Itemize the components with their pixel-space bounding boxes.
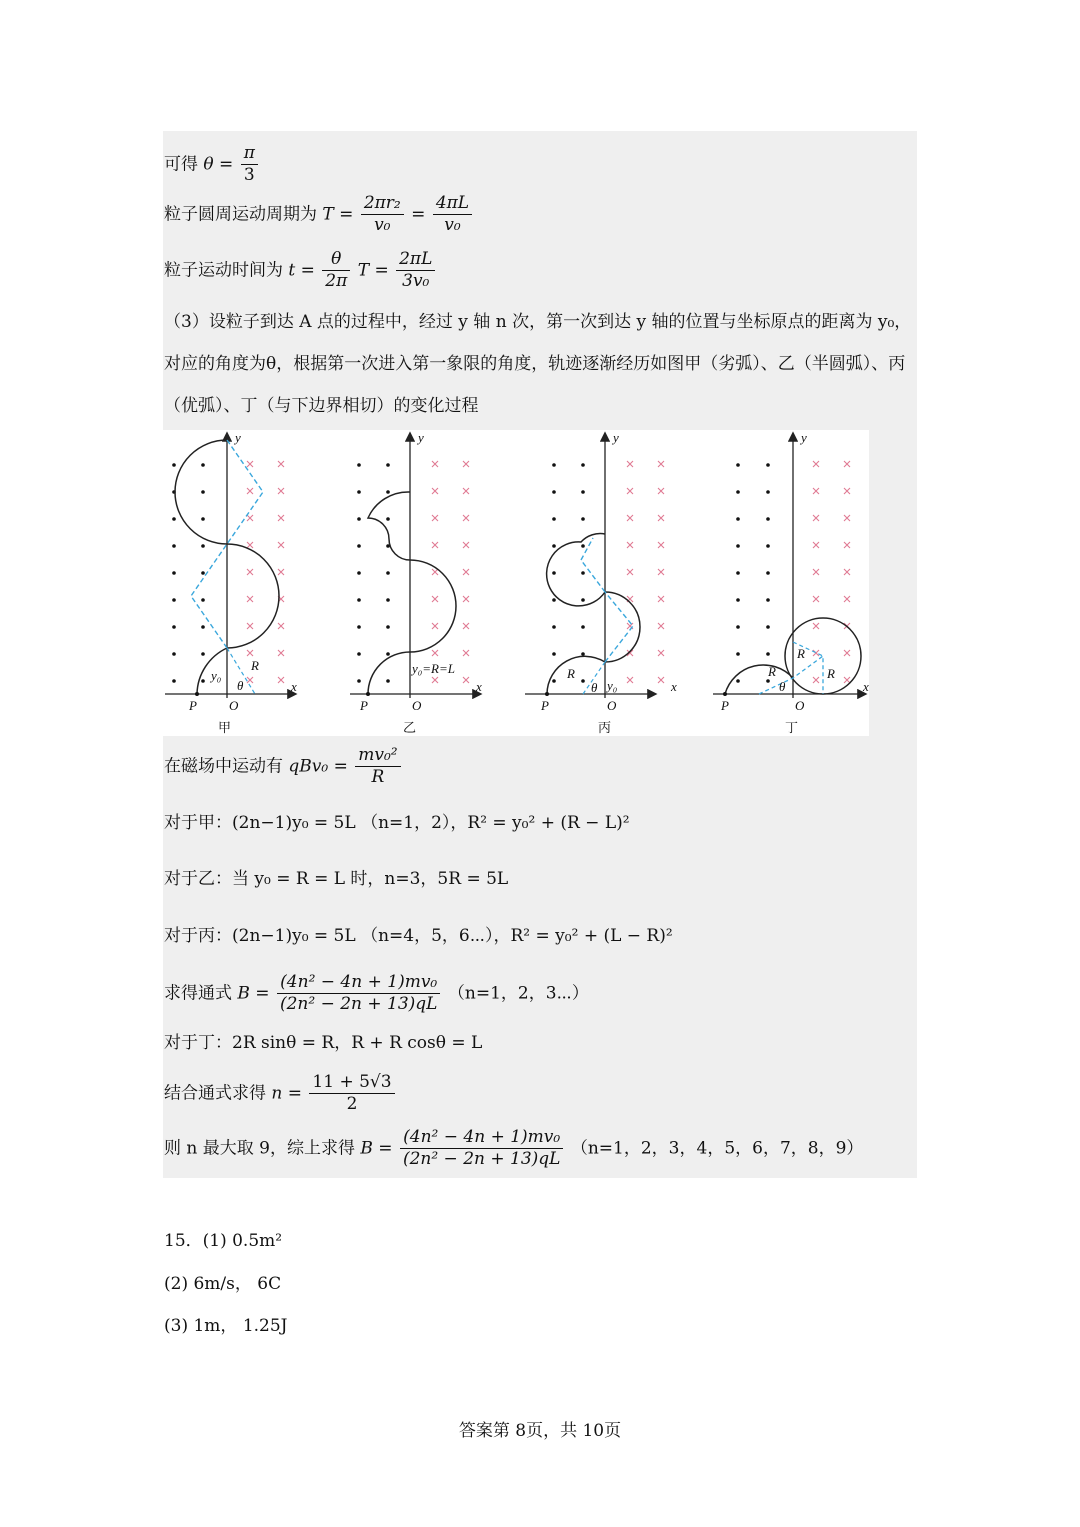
svg-text:O: O [795,698,805,713]
svg-text:x: x [291,679,297,694]
case-jia: 对于甲：(2n−1)y₀ = 5L （n=1，2），R² = y₀² + (R − L)² [164,813,630,833]
svg-text:P: P [541,698,549,713]
field-equation: 在磁场中运动有 qBv₀ = $\frac{\text{mv₀²}}{R}$ [164,745,403,789]
part3-paragraph: （3）设粒子到达 A 点的过程中，经过 y 轴 n 次，第一次到达 y 轴的位置与坐标原点的距离为 y₀，对应的角度为θ，根据第一次进入第一象限的角度，轨迹逐渐经历如图甲（劣弧）、乙（半圆弧）、丙（优弧）、丁（与下边界相切）的变化过程 [164,312,912,416]
svg-text:P: P [189,698,197,713]
page-footer: 答案第 8页，共 10页 [458,1421,622,1441]
svg-text:乙: 乙 [403,721,417,736]
case-ding: 对于丁：2R sinθ = R，R + R cosθ = L [164,1033,483,1053]
q15-part2: (2) 6m/s， 6C [164,1274,282,1294]
svg-text:y₀=R=L: y₀=R=L [412,661,456,676]
svg-text:θ: θ [779,679,786,694]
theta-result: 可得 θ = $\frac{\pi}{3}$ [164,143,260,187]
time-formula: 粒子运动时间为 t = $\frac{\theta}{2\pi}$ T = $\frac{2\pi L}{\text{3v₀}}$ [164,249,437,293]
svg-text:O: O [229,698,239,713]
svg-text:y: y [235,430,241,445]
general-formula: 求得通式 B = $\frac{\text{(4n² − 4n + 1)mv₀}}{\text{(2n² − 2n + 13)qL}}$ （n=1，2，3⋯） [164,972,589,1015]
svg-text:甲: 甲 [218,721,232,736]
svg-text:θ: θ [237,678,244,693]
panel-jia [165,430,297,736]
svg-text:R: R [797,646,805,661]
panel-ding [713,430,869,736]
case-bing: 对于丙：(2n−1)y₀ = 5L （n=4，5，6⋯），R² = y₀² + (L − R)² [164,926,673,946]
svg-text:x: x [671,679,677,694]
q15-part3: (3) 1m， 1.25J [164,1316,288,1336]
case-yi: 对于乙：当 y₀ = R = L 时，n=3，5R = 5L [164,869,509,889]
trajectory-diagrams [163,430,869,736]
fraction: $\frac{\pi}{3}$ [241,143,258,187]
svg-text:P: P [360,698,368,713]
panel-yi [350,430,482,736]
svg-text:R: R [768,664,776,679]
q15-part1: 15．(1) 0.5m² [164,1231,283,1251]
svg-text:y: y [801,430,807,445]
svg-text:R: R [567,666,575,681]
svg-text:x: x [476,679,482,694]
panel-bing [525,430,677,736]
svg-text:O: O [412,698,422,713]
svg-text:丁: 丁 [785,721,799,736]
svg-text:R: R [251,658,259,673]
period-formula: 粒子圆周运动周期为 T = $\frac{\text{2πr₂}}{\text{v₀}}$ = $\frac{4\pi L}{\text{v₀}}$ [164,193,474,237]
combine-result: 结合通式求得 n = $\frac{11 + 5√3}{2}$ [164,1072,397,1116]
svg-text:y₀: y₀ [607,678,618,693]
svg-text:y: y [418,430,424,445]
trajectory-figure [163,430,869,736]
svg-text:θ: θ [591,680,598,695]
svg-text:x: x [863,679,869,694]
svg-text:O: O [607,698,617,713]
svg-text:y: y [613,430,619,445]
svg-text:P: P [721,698,729,713]
svg-text:丙: 丙 [598,721,612,736]
svg-text:R: R [827,666,835,681]
final-result: 则 n 最大取 9，综上求得 B = $\frac{\text{(4n² − 4n + 1)mv₀}}{\text{(2n² − 2n + 13)qL}}$ （n=1，2，3，4，5，6，7，8，9） [164,1127,864,1170]
svg-text:y₀: y₀ [211,668,222,683]
